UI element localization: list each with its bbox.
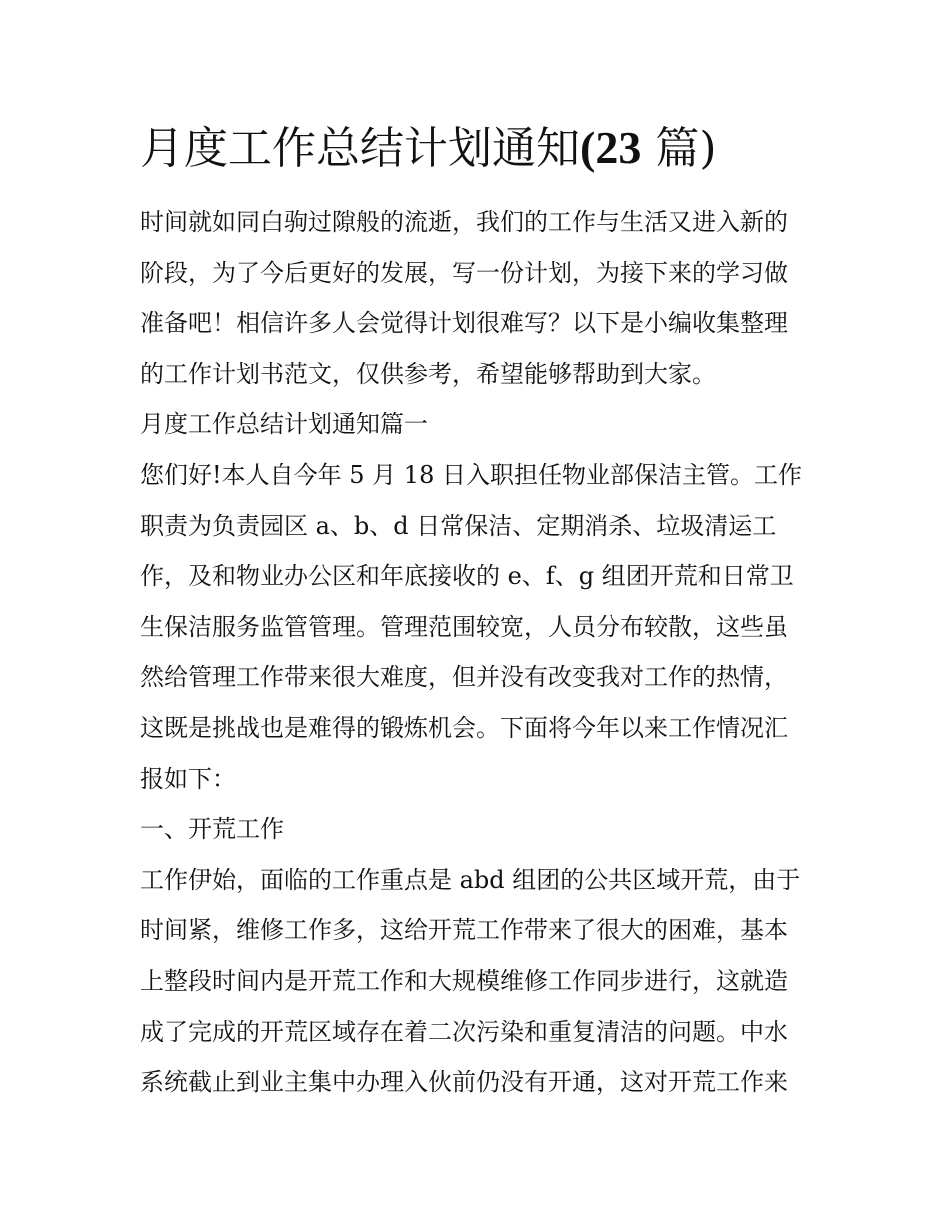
body-paragraph [140, 450, 812, 804]
work-line: 系统截止到业主集中办理入伙前仍没有开通，这对开荒工作来 [140, 1068, 788, 1097]
title-count: (23 [580, 122, 642, 173]
subheading-one: 一、开荒工作 [140, 815, 284, 844]
intro-line: 的工作计划书范文，仅供参考，希望能够帮助到大家。 [140, 359, 716, 388]
body-line: 这既是挑战也是难得的锻炼机会。下面将今年以来工作情况汇 [140, 713, 788, 742]
body-line: 然给管理工作带来很大难度，但并没有改变我对工作的热情， [140, 663, 788, 692]
body-line: 您们好!本人自今年 5 月 18 日入职担任物业部保洁主管。工作 [140, 460, 802, 489]
work-paragraph [140, 855, 812, 1108]
work-line: 成了完成的开荒区域存在着二次污染和重复清洁的问题。中水 [140, 1017, 788, 1046]
body-line: 生保洁服务监管管理。管理范围较宽，人员分布较散，这些虽 [140, 612, 788, 641]
intro-line: 准备吧！相信许多人会觉得计划很难写？以下是小编收集整理 [140, 309, 788, 338]
work-line: 上整段时间内是开荒工作和大规模维修工作同步进行，这就造 [140, 966, 788, 995]
body-line: 作，及和物业办公区和年底接收的 e、f、g 组团开荒和日常卫 [140, 562, 794, 591]
work-line: 工作伊始，面临的工作重点是 abd 组团的公共区域开荒，由于 [140, 865, 801, 894]
title-main: 月度工作总结计划通知 [140, 123, 580, 174]
intro-line: 阶段，为了今后更好的发展，写一份计划，为接下来的学习做 [140, 258, 788, 287]
intro-line: 时间就如同白驹过隙般的流逝，我们的工作与生活又进入新的 [140, 208, 788, 236]
section-one-title: 月度工作总结计划通知篇一 [140, 410, 428, 439]
body-line: 报如下： [140, 764, 236, 793]
document-title [140, 112, 812, 185]
work-line: 时间紧，维修工作多，这给开荒工作带来了很大的困难，基本 [140, 916, 788, 945]
document-content [140, 112, 812, 1108]
intro-paragraph [140, 197, 812, 399]
body-line: 职责为负责园区 a、b、d 日常保洁、定期消杀、垃圾清运工 [140, 511, 777, 540]
title-suffix: 篇) [655, 123, 717, 174]
